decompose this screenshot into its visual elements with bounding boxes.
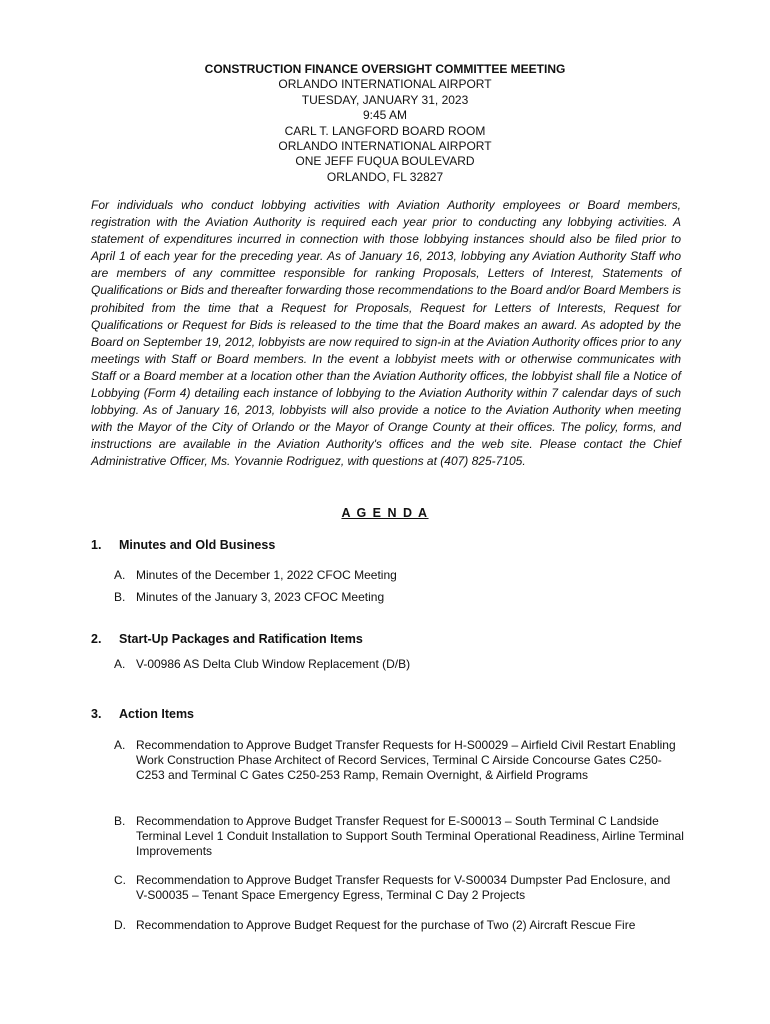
item-letter: D.: [114, 918, 126, 932]
section-number: 3.: [91, 707, 102, 721]
item-text: Minutes of the January 3, 2023 CFOC Meeting: [136, 590, 385, 604]
section-title: Start-Up Packages and Ratification Items: [119, 632, 363, 646]
item-text: Recommendation to Approve Budget Transfer Requests for V-S00034 Dumpster Pad Enclosure, and V-S00035 – Tenant Space Emergency Egress, Terminal C Day 2 Projects: [136, 873, 671, 902]
item-letter: B.: [114, 814, 126, 828]
header-line-airport: ORLANDO INTERNATIONAL AIRPORT: [278, 139, 492, 154]
item-letter: C.: [114, 873, 126, 887]
section-1-heading: [91, 538, 275, 552]
section-2-heading: [91, 632, 363, 646]
header-line-venue: ORLANDO INTERNATIONAL AIRPORT: [278, 77, 492, 92]
header-line-city: ORLANDO, FL 32827: [326, 169, 444, 184]
item-text: Recommendation to Approve Budget Request for the purchase of Two (2) Aircraft Rescue Fire: [136, 918, 636, 932]
section-title: Action Items: [119, 707, 195, 721]
agenda-item-1a: [114, 568, 684, 583]
section-3-heading: [91, 707, 194, 721]
agenda-item-3d: [114, 918, 684, 933]
section-number: 1.: [91, 538, 102, 552]
item-letter: B.: [114, 590, 126, 604]
agenda-item-3c: [114, 873, 684, 903]
header-line-room: CARL T. LANGFORD BOARD ROOM: [284, 123, 486, 138]
section-title: Minutes and Old Business: [119, 538, 276, 552]
header-line-date: TUESDAY, JANUARY 31, 2023: [301, 92, 469, 107]
item-text: Minutes of the December 1, 2022 CFOC Meeting: [136, 568, 397, 582]
agenda-item-2a: [114, 657, 684, 672]
item-letter: A.: [114, 657, 126, 671]
header-line-street: ONE JEFF FUQUA BOULEVARD: [295, 154, 475, 169]
header-line-time: 9:45 AM: [362, 108, 408, 123]
meeting-title: CONSTRUCTION FINANCE OVERSIGHT COMMITTEE MEETING: [204, 62, 566, 76]
item-letter: A.: [114, 568, 126, 582]
lobbying-notice: For individuals who conduct lobbying activities with Aviation Authority employees or Board members, registration with the Aviation Authority is required each year prior to conducting any lobbying activities. A statement of expenditures incurred in connection with those lobbying instances should also be filed prior to April 1 of each year for the preceding year. As of January 16, 2013, lobbying any Aviation Authority Staff who are members of any committee responsible for ranking Proposals, Letters of Interest, Statements of Qualifications or Bids and thereafter forwarding those recommendations to the Board and/or Board Members is prohibited from the time that a Request for Proposals, Request for Letters of Interests, Request for Qualifications or Request for Bids is released to the time that the Board makes an award. As adopted by the Board on September 19, 2012, lobbyists are now required to sign-in at the Aviation Authority offices prior to any meetings with Staff or Board members. In the event a lobbyist meets with or otherwise communicates with Staff or a Board member at a location other than the Aviation Authority offices, the lobbyist shall file a Notice of Lobbying (Form 4) detailing each instance of lobbying to the Aviation Authority within 7 calendar days of such lobbying. As of January 16, 2013, lobbyists will also provide a notice to the Aviation Authority when meeting with the Mayor of the City of Orlando or the Mayor of Orange County at their offices. The policy, forms, and instructions are available in the Aviation Authority's offices and the web site. Please contact the Chief Administrative Officer, Ms. Yovannie Rodriguez, with questions at (407) 825-7105.: [91, 198, 681, 469]
section-number: 2.: [91, 632, 102, 646]
meeting-header: [0, 62, 770, 185]
agenda-item-1b: [114, 590, 684, 605]
agenda-item-3b: [114, 814, 684, 859]
agenda-item-3a: [114, 738, 684, 783]
agenda-heading: A G E N D A: [341, 506, 429, 520]
item-letter: A.: [114, 738, 126, 752]
item-text: Recommendation to Approve Budget Transfer Request for E-S00013 – South Terminal C Landside Terminal Level 1 Conduit Installation to Support South Terminal Operational Readiness, Airline Terminal Improvements: [136, 814, 684, 858]
item-text: Recommendation to Approve Budget Transfer Requests for H-S00029 – Airfield Civil Restart Enabling Work Construction Phase Architect of Record Services, Terminal C Airside Concourse Gates C250-C253 and Terminal C Gates C250-253 Ramp, Remain Overnight, & Airfield Programs: [136, 738, 676, 782]
item-text: V-00986 AS Delta Club Window Replacement (D/B): [136, 657, 411, 671]
